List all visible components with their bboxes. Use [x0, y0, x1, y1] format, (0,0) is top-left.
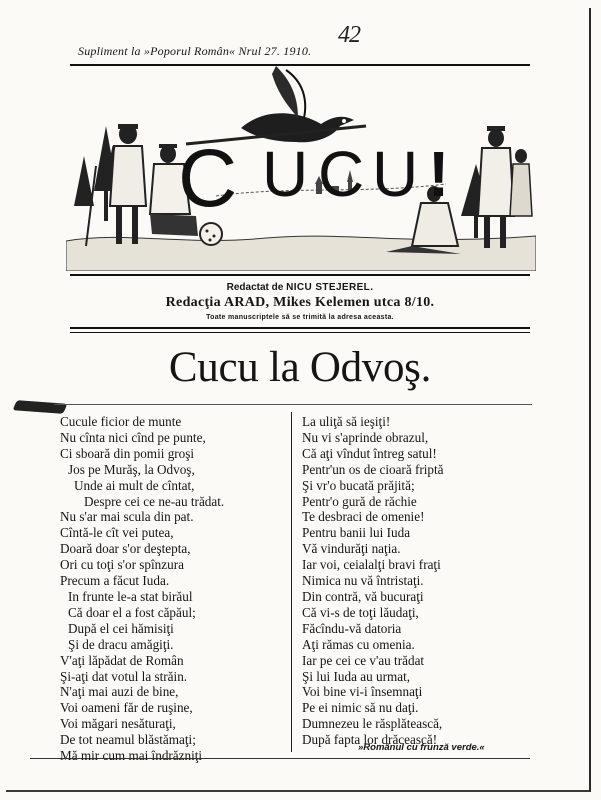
- poem-line: După el cei hămisiţi: [68, 620, 174, 636]
- poem-line: Din contră, vă bucuraţi: [302, 588, 424, 604]
- poem-line: Că vi-s de toţi lăudaţi,: [302, 604, 419, 620]
- masthead-illustration: [66, 66, 536, 271]
- masthead-letter-5: !: [428, 138, 450, 210]
- editor-prefix: Redactat de: [226, 282, 284, 293]
- poem-line: Despre cei ce ne-au trădat.: [84, 493, 225, 509]
- poem-line: Cîntă-le cît vei putea,: [60, 525, 174, 541]
- masthead-letter-1: C: [178, 133, 238, 224]
- bottom-rule: [30, 758, 530, 759]
- masthead-letter-3: C: [318, 138, 365, 210]
- header-double-rule: [70, 327, 530, 333]
- handwritten-note: 42: [338, 22, 360, 48]
- poem-left-column: [60, 414, 282, 764]
- poem-right-column: [302, 414, 532, 748]
- manuscripts-note: Toate manuscriptele să se trimită la adresa aceasta.: [206, 314, 394, 321]
- poem-line: Iar voi, ceialalţi bravi fraţi: [302, 557, 441, 573]
- poem-line: De tot neamul blăstămaţi;: [60, 732, 196, 748]
- poem-line: Nu s'ar mai scula din pat.: [60, 509, 194, 525]
- poem-line: Nimica nu vă întristaţi.: [302, 573, 424, 589]
- poem-line: Şi-aţi dat votul la străin.: [60, 668, 188, 684]
- poem-line: Voi bine vi-i însemnaţi: [302, 684, 423, 700]
- poem-line: Te desbraci de omenie!: [302, 509, 425, 525]
- poem-line: Că aţi vîndut întreg satul!: [302, 445, 437, 461]
- poem-line: Aţi rămas cu omenia.: [302, 636, 415, 652]
- poem-line: Vă vindurăţi naţia.: [302, 541, 401, 557]
- poem-line: Nu vi s'aprinde obrazul,: [302, 429, 429, 445]
- masthead-title: [178, 133, 449, 224]
- poem-line: In frunte le-a stat birăul: [68, 588, 193, 604]
- title-divider: [54, 404, 532, 405]
- poem-line: Făcîndu-vă datoria: [302, 620, 402, 636]
- poem-line: Dumnezeu le răsplătească,: [302, 716, 443, 732]
- editor-name: NICU STEJEREL.: [286, 282, 374, 293]
- masthead-letter-4: U: [372, 138, 419, 210]
- poem-line: Pentru banii lui Iuda: [302, 525, 411, 541]
- poem-line: Cucule ficior de munte: [60, 414, 182, 429]
- masthead-letter-2: U: [262, 138, 309, 210]
- poem-line: Voi oameni făr de ruşine,: [60, 700, 193, 716]
- poem-line: Că doar el a fost căpăul;: [68, 604, 196, 620]
- poem-line: Pentr'un os de cioară friptă: [302, 461, 444, 477]
- redaction-address: Redacţia ARAD, Mikes Kelemen utca 8/10.: [165, 295, 435, 310]
- poem-line: Iar pe cei ce v'au trădat: [302, 652, 425, 668]
- poem-line: Şi lui Iuda au urmat,: [302, 668, 411, 684]
- poem-line: Doară doar s'or deştepta,: [60, 541, 191, 557]
- column-separator: [291, 412, 292, 752]
- supplement-line: Supliment la »Poporul Român« Nrul 27. 1910.: [78, 44, 312, 58]
- poem-line: Ci sboară din pomii groşi: [60, 445, 195, 461]
- editor-line: [70, 282, 530, 293]
- poem-line: Precum a făcut Iuda.: [60, 573, 170, 589]
- poem-line: La uliţă să ieşiţi!: [302, 414, 391, 429]
- poem-line: V'aţi lăpădat de Român: [60, 652, 184, 668]
- poem-line: Nu cînta nici cînd pe punte,: [60, 429, 206, 445]
- masthead-rule: [70, 274, 530, 276]
- peasant-figure-left: [86, 124, 146, 246]
- poem-line: Voi măgari nesăturaţi,: [60, 716, 176, 732]
- poem-source: »Românul cu frunză verde.«: [358, 742, 485, 753]
- poem-line: Unde ai mult de cîntat,: [74, 477, 195, 493]
- poem-line: După fapta lor drăcească!: [302, 732, 438, 748]
- poem-line: Ori cu toţi s'or spînzura: [60, 557, 184, 573]
- peasant-figure-right: [478, 126, 532, 248]
- article-title: Cucu la Odvoş.: [168, 344, 432, 391]
- poem-line: Şi vr'o bucată prăjită;: [302, 477, 415, 493]
- poem-line: N'aţi mai auzi de bine,: [60, 684, 179, 700]
- poem-line: Jos pe Murăş, la Odvoş,: [68, 461, 195, 477]
- poem-line: Pentr'o gură de răchie: [302, 493, 417, 509]
- poem-line: Mă mir cum mai îndrăzniţi: [60, 748, 203, 764]
- poem-line: Pe ei nimic să nu daţi.: [302, 700, 419, 716]
- poem-line: Şi de dracu amăgiţi.: [68, 636, 174, 652]
